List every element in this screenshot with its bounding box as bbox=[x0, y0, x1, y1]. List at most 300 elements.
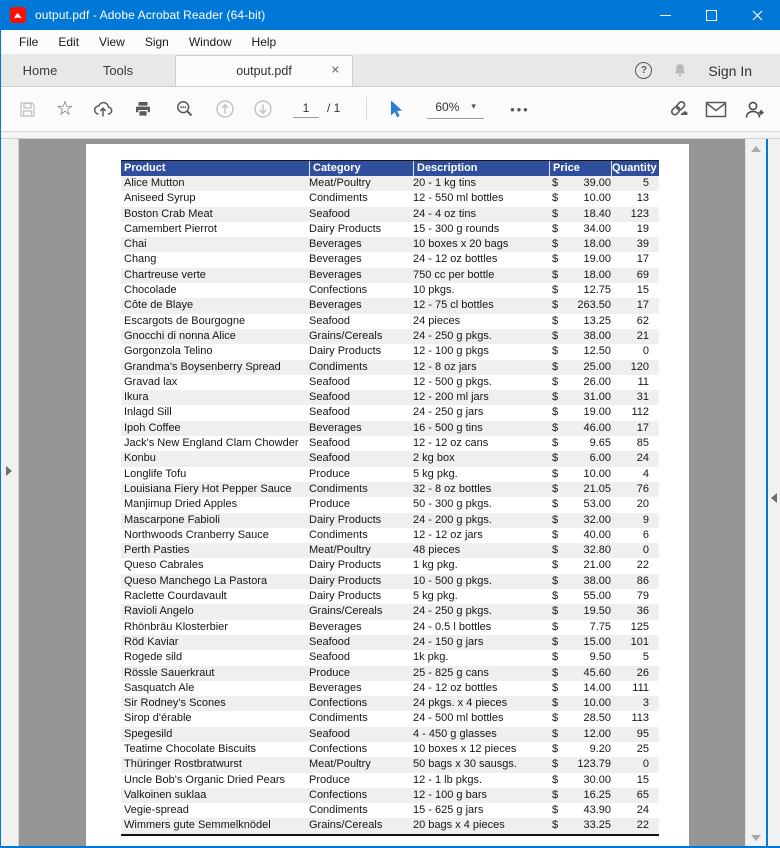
quantity-cell: 86 bbox=[636, 574, 649, 587]
category-cell: Produce bbox=[309, 467, 350, 480]
quantity-cell: 0 bbox=[642, 758, 649, 771]
currency-cell: $ bbox=[552, 804, 559, 817]
currency-cell: $ bbox=[552, 437, 559, 450]
price-cell: 31.00 bbox=[583, 391, 611, 404]
category-cell: Condiments bbox=[309, 804, 368, 817]
quantity-cell: 17 bbox=[636, 421, 649, 434]
quantity-cell: 24 bbox=[636, 804, 649, 817]
price-cell: 6.00 bbox=[589, 452, 611, 465]
table-row bbox=[121, 818, 659, 833]
description-cell: 12 - 1 lb pkgs. bbox=[413, 773, 483, 786]
currency-cell: $ bbox=[552, 253, 559, 266]
quantity-cell: 95 bbox=[636, 727, 649, 740]
header-category: Category bbox=[309, 161, 413, 176]
table-row bbox=[121, 650, 659, 665]
table-row bbox=[121, 390, 659, 405]
menu-item-sign[interactable]: Sign bbox=[144, 35, 169, 49]
close-button[interactable] bbox=[734, 0, 780, 30]
table-row bbox=[121, 329, 659, 344]
category-cell: Beverages bbox=[309, 681, 362, 694]
category-cell: Confections bbox=[309, 697, 368, 710]
product-cell: Gnocchi di nonna Alice bbox=[124, 329, 236, 342]
price-cell: 21.05 bbox=[583, 482, 611, 495]
toolbar-right-group bbox=[666, 97, 768, 121]
category-cell: Condiments bbox=[309, 482, 368, 495]
product-cell: Vegie-spread bbox=[124, 804, 189, 817]
product-cell: Manjimup Dried Apples bbox=[124, 498, 238, 511]
currency-cell: $ bbox=[552, 666, 559, 679]
currency-cell: $ bbox=[552, 819, 559, 832]
table-row bbox=[121, 696, 659, 711]
product-cell: Röd Kaviar bbox=[124, 635, 179, 648]
header-product: Product bbox=[124, 162, 166, 174]
product-cell: Wimmers gute Semmelknödel bbox=[124, 819, 271, 832]
table-row bbox=[121, 405, 659, 420]
description-cell: 10 - 500 g pkgs. bbox=[413, 574, 492, 587]
category-cell: Beverages bbox=[309, 299, 362, 312]
table-row bbox=[121, 207, 659, 222]
description-cell: 12 - 12 oz jars bbox=[413, 528, 483, 541]
category-cell: Dairy Products bbox=[309, 559, 382, 572]
tab-home[interactable]: Home bbox=[22, 63, 58, 78]
navigation-pane-collapsed[interactable] bbox=[1, 139, 19, 848]
price-cell: 53.00 bbox=[583, 498, 611, 511]
price-cell: 40.00 bbox=[583, 528, 611, 541]
product-cell: Northwoods Cranberry Sauce bbox=[124, 528, 269, 541]
select-tool-icon[interactable] bbox=[383, 97, 407, 121]
currency-cell: $ bbox=[552, 268, 559, 281]
menu-item-window[interactable]: Window bbox=[188, 35, 232, 49]
menu-item-file[interactable]: File bbox=[19, 35, 39, 49]
table-row bbox=[121, 773, 659, 788]
product-cell: Alice Mutton bbox=[124, 177, 185, 189]
product-cell: Mascarpone Fabioli bbox=[124, 513, 220, 526]
product-cell: Queso Cabrales bbox=[124, 559, 204, 572]
menu-item-edit[interactable]: Edit bbox=[58, 35, 80, 49]
category-cell: Beverages bbox=[309, 421, 362, 434]
category-cell: Meat/Poultry bbox=[309, 177, 371, 189]
description-cell: 2 kg box bbox=[413, 452, 455, 465]
currency-cell: $ bbox=[552, 498, 559, 511]
product-cell: Rössle Sauerkraut bbox=[124, 666, 215, 679]
description-cell: 10 boxes x 20 bags bbox=[413, 238, 509, 251]
vertical-scrollbar[interactable] bbox=[745, 139, 767, 848]
expand-left-pane-icon[interactable] bbox=[6, 466, 12, 476]
close-icon bbox=[752, 10, 763, 21]
currency-cell: $ bbox=[552, 651, 559, 664]
print-icon[interactable] bbox=[131, 97, 155, 121]
description-cell: 24 - 250 g pkgs. bbox=[413, 605, 492, 618]
currency-cell: $ bbox=[552, 605, 559, 618]
quantity-cell: 0 bbox=[642, 345, 649, 358]
maximize-button[interactable] bbox=[688, 0, 734, 30]
description-cell: 24 - 500 ml bottles bbox=[413, 712, 504, 725]
tab-close-icon[interactable]: ✕ bbox=[330, 64, 340, 77]
description-cell: 5 kg pkg. bbox=[413, 590, 458, 603]
price-cell: 19.00 bbox=[583, 253, 611, 266]
cloud-upload-icon[interactable] bbox=[91, 97, 115, 121]
price-cell: 39.00 bbox=[583, 177, 611, 189]
quantity-cell: 5 bbox=[642, 651, 649, 664]
description-cell: 5 kg pkg. bbox=[413, 467, 458, 480]
find-icon[interactable] bbox=[173, 97, 197, 121]
price-cell: 18.40 bbox=[583, 207, 611, 220]
product-cell: Grandma's Boysenberry Spread bbox=[124, 360, 281, 373]
table-row bbox=[121, 558, 659, 573]
zoom-level-dropdown[interactable] bbox=[427, 100, 484, 119]
quantity-cell: 112 bbox=[631, 406, 649, 419]
expand-right-pane-icon[interactable] bbox=[771, 493, 777, 503]
description-cell: 24 - 0.5 l bottles bbox=[413, 620, 492, 633]
product-cell: Spegesild bbox=[124, 727, 173, 740]
category-cell: Confections bbox=[309, 788, 368, 801]
notifications-bell-icon[interactable] bbox=[672, 62, 688, 79]
product-cell: Chang bbox=[124, 253, 157, 266]
description-cell: 750 cc per bottle bbox=[413, 268, 495, 281]
scroll-up-icon[interactable] bbox=[751, 146, 761, 152]
product-cell: Camembert Pierrot bbox=[124, 222, 217, 235]
product-cell: Sirop d'érable bbox=[124, 712, 192, 725]
price-cell: 30.00 bbox=[583, 773, 611, 786]
category-cell: Confections bbox=[309, 284, 368, 297]
quantity-cell: 22 bbox=[636, 819, 649, 832]
quantity-cell: 85 bbox=[636, 437, 649, 450]
description-cell: 25 - 825 g cans bbox=[413, 666, 489, 679]
table-row bbox=[121, 513, 659, 528]
currency-cell: $ bbox=[552, 574, 559, 587]
quantity-cell: 15 bbox=[636, 284, 649, 297]
table-row bbox=[121, 451, 659, 466]
description-cell: 12 - 75 cl bottles bbox=[413, 299, 494, 312]
document-top-strip bbox=[1, 132, 780, 139]
pdf-page bbox=[86, 144, 689, 848]
currency-cell: $ bbox=[552, 467, 559, 480]
maximize-icon bbox=[706, 10, 717, 21]
category-cell: Beverages bbox=[309, 238, 362, 251]
description-cell: 24 - 150 g jars bbox=[413, 635, 484, 648]
table-row bbox=[121, 742, 659, 757]
currency-cell: $ bbox=[552, 482, 559, 495]
send-email-icon[interactable] bbox=[704, 97, 728, 121]
currency-cell: $ bbox=[552, 727, 559, 740]
table-row bbox=[121, 252, 659, 267]
category-cell: Condiments bbox=[309, 360, 368, 373]
table-row bbox=[121, 268, 659, 283]
quantity-cell: 17 bbox=[636, 253, 649, 266]
currency-cell: $ bbox=[552, 345, 559, 358]
description-cell: 12 - 100 g bars bbox=[413, 788, 487, 801]
category-cell: Produce bbox=[309, 498, 350, 511]
table-row bbox=[121, 283, 659, 298]
category-cell: Condiments bbox=[309, 528, 368, 541]
table-row bbox=[121, 375, 659, 390]
table-row bbox=[121, 314, 659, 329]
table-row bbox=[121, 711, 659, 726]
product-cell: Teatime Chocolate Biscuits bbox=[124, 742, 257, 755]
price-cell: 32.80 bbox=[583, 544, 611, 557]
product-cell: Inlagd Sill bbox=[124, 406, 172, 419]
zoom-level-value: 60% bbox=[435, 99, 460, 114]
minimize-button[interactable] bbox=[642, 0, 688, 30]
product-cell: Gravad lax bbox=[124, 375, 178, 388]
page-navigation bbox=[293, 101, 340, 118]
category-cell: Confections bbox=[309, 742, 368, 755]
price-cell: 9.65 bbox=[589, 437, 611, 450]
product-cell: Raclette Courdavault bbox=[124, 590, 227, 603]
price-cell: 9.20 bbox=[589, 742, 611, 755]
table-row bbox=[121, 436, 659, 451]
currency-cell: $ bbox=[552, 773, 559, 786]
quantity-cell: 20 bbox=[636, 498, 649, 511]
tab-document-active[interactable] bbox=[175, 55, 353, 86]
quantity-cell: 125 bbox=[630, 620, 649, 633]
product-cell: Escargots de Bourgogne bbox=[124, 314, 246, 327]
price-cell: 12.50 bbox=[583, 345, 611, 358]
menu-item-view[interactable]: View bbox=[99, 35, 125, 49]
menu-item-help[interactable]: Help bbox=[251, 35, 277, 49]
category-cell: Seafood bbox=[309, 375, 350, 388]
table-row bbox=[121, 237, 659, 252]
acrobat-logo-icon bbox=[10, 7, 26, 23]
product-cell: Louisiana Fiery Hot Pepper Sauce bbox=[124, 482, 292, 495]
window-title: output.pdf - Adobe Acrobat Reader (64-bit) bbox=[35, 8, 266, 22]
table-row bbox=[121, 635, 659, 650]
category-cell: Dairy Products bbox=[309, 345, 382, 358]
category-cell: Seafood bbox=[309, 314, 350, 327]
product-cell: Ravioli Angelo bbox=[124, 605, 194, 618]
star-favorites-icon[interactable]: ☆ bbox=[56, 98, 74, 120]
quantity-cell: 69 bbox=[636, 268, 649, 281]
table-row bbox=[121, 574, 659, 589]
price-cell: 7.75 bbox=[589, 620, 611, 633]
description-cell: 24 - 4 oz tins bbox=[413, 207, 476, 220]
category-cell: Seafood bbox=[309, 437, 350, 450]
quantity-cell: 22 bbox=[636, 559, 649, 572]
sign-in-button[interactable]: Sign In bbox=[708, 62, 752, 79]
table-row bbox=[121, 176, 659, 191]
category-cell: Seafood bbox=[309, 727, 350, 740]
page-number-input[interactable]: 1 bbox=[293, 101, 319, 118]
page-total-label: / 1 bbox=[327, 100, 341, 115]
price-cell: 14.00 bbox=[583, 681, 611, 694]
price-cell: 45.60 bbox=[583, 666, 611, 679]
price-cell: 9.50 bbox=[589, 651, 611, 664]
currency-cell: $ bbox=[552, 712, 559, 725]
category-cell: Beverages bbox=[309, 253, 362, 266]
description-cell: 48 pieces bbox=[413, 544, 461, 557]
currency-cell: $ bbox=[552, 391, 559, 404]
category-cell: Meat/Poultry bbox=[309, 544, 371, 557]
quantity-cell: 13 bbox=[636, 192, 649, 205]
category-cell: Beverages bbox=[309, 268, 362, 281]
price-cell: 38.00 bbox=[583, 574, 611, 587]
table-row bbox=[121, 298, 659, 313]
description-cell: 12 - 12 oz cans bbox=[413, 437, 489, 450]
description-cell: 12 - 100 g pkgs bbox=[413, 345, 489, 358]
product-cell: Gorgonzola Telino bbox=[124, 345, 213, 358]
product-cell: Perth Pasties bbox=[124, 544, 190, 557]
previous-page-icon[interactable] bbox=[213, 97, 237, 121]
currency-cell: $ bbox=[552, 207, 559, 220]
quantity-cell: 25 bbox=[636, 742, 649, 755]
price-cell: 12.75 bbox=[583, 284, 611, 297]
category-cell: Dairy Products bbox=[309, 574, 382, 587]
quantity-cell: 26 bbox=[636, 666, 649, 679]
product-cell: Rhönbräu Klosterbier bbox=[124, 620, 228, 633]
window-controls bbox=[642, 0, 780, 30]
category-cell: Condiments bbox=[309, 192, 368, 205]
main-toolbar bbox=[1, 87, 780, 132]
description-cell: 12 - 200 ml jars bbox=[413, 391, 489, 404]
category-cell: Grains/Cereals bbox=[309, 819, 383, 832]
product-cell: Thüringer Rostbratwurst bbox=[124, 758, 242, 771]
table-row bbox=[121, 222, 659, 237]
price-cell: 19.00 bbox=[583, 406, 611, 419]
quantity-cell: 0 bbox=[642, 544, 649, 557]
table-row bbox=[121, 191, 659, 206]
document-area bbox=[1, 139, 780, 848]
save-icon[interactable] bbox=[15, 97, 39, 121]
price-cell: 15.00 bbox=[583, 635, 611, 648]
add-account-icon[interactable] bbox=[742, 97, 766, 121]
next-page-icon[interactable] bbox=[251, 97, 275, 121]
price-cell: 10.00 bbox=[583, 467, 611, 480]
product-cell: Côte de Blaye bbox=[124, 299, 194, 312]
currency-cell: $ bbox=[552, 238, 559, 251]
category-cell: Dairy Products bbox=[309, 513, 382, 526]
product-cell: Sasquatch Ale bbox=[124, 681, 195, 694]
product-cell: Rogede sild bbox=[124, 651, 183, 664]
currency-cell: $ bbox=[552, 544, 559, 557]
quantity-cell: 19 bbox=[636, 222, 649, 235]
table-row bbox=[121, 482, 659, 497]
table-row bbox=[121, 604, 659, 619]
currency-cell: $ bbox=[552, 788, 559, 801]
table-row bbox=[121, 528, 659, 543]
currency-cell: $ bbox=[552, 299, 559, 312]
product-table bbox=[121, 160, 659, 836]
currency-cell: $ bbox=[552, 635, 559, 648]
category-cell: Dairy Products bbox=[309, 590, 382, 603]
product-cell: Uncle Bob's Organic Dried Pears bbox=[124, 773, 286, 786]
description-cell: 32 - 8 oz bottles bbox=[413, 482, 492, 495]
tab-tools[interactable]: Tools bbox=[102, 63, 134, 78]
price-cell: 16.25 bbox=[583, 788, 611, 801]
quantity-cell: 120 bbox=[630, 360, 649, 373]
quantity-cell: 17 bbox=[636, 299, 649, 312]
help-icon[interactable]: ? bbox=[635, 62, 652, 79]
quantity-cell: 65 bbox=[636, 788, 649, 801]
description-cell: 15 - 625 g jars bbox=[413, 804, 484, 817]
table-row bbox=[121, 620, 659, 635]
currency-cell: $ bbox=[552, 758, 559, 771]
product-cell: Ikura bbox=[124, 391, 149, 404]
currency-cell: $ bbox=[552, 528, 559, 541]
tab-document-label: output.pdf bbox=[236, 64, 292, 78]
scroll-down-icon[interactable] bbox=[751, 835, 761, 841]
tab-bar bbox=[1, 55, 780, 87]
quantity-cell: 76 bbox=[636, 482, 649, 495]
tools-pane-collapsed[interactable] bbox=[768, 139, 780, 848]
table-row bbox=[121, 497, 659, 512]
header-description: Description bbox=[413, 161, 549, 176]
product-cell: Chocolade bbox=[124, 284, 177, 297]
description-cell: 1k pkg. bbox=[413, 651, 449, 664]
more-tools-icon[interactable]: ••• bbox=[510, 101, 530, 117]
price-cell: 32.00 bbox=[583, 513, 611, 526]
table-row bbox=[121, 344, 659, 359]
table-row bbox=[121, 666, 659, 681]
description-cell: 10 boxes x 12 pieces bbox=[413, 742, 517, 755]
quantity-cell: 39 bbox=[636, 238, 649, 251]
category-cell: Seafood bbox=[309, 391, 350, 404]
quantity-cell: 5 bbox=[642, 177, 649, 189]
quantity-cell: 123 bbox=[630, 207, 649, 220]
price-cell: 21.00 bbox=[583, 559, 611, 572]
table-row bbox=[121, 360, 659, 375]
description-cell: 12 - 500 g pkgs. bbox=[413, 375, 492, 388]
currency-cell: $ bbox=[552, 375, 559, 388]
quantity-cell: 4 bbox=[642, 467, 649, 480]
currency-cell: $ bbox=[552, 452, 559, 465]
quantity-cell: 15 bbox=[636, 773, 649, 786]
product-cell: Sir Rodney's Scones bbox=[124, 697, 226, 710]
description-cell: 10 pkgs. bbox=[413, 284, 455, 297]
description-cell: 24 - 250 g jars bbox=[413, 406, 484, 419]
price-cell: 19.50 bbox=[583, 605, 611, 618]
quantity-cell: 6 bbox=[642, 528, 649, 541]
description-cell: 20 - 1 kg tins bbox=[413, 177, 476, 189]
price-cell: 46.00 bbox=[583, 421, 611, 434]
description-cell: 24 pieces bbox=[413, 314, 461, 327]
description-cell: 12 - 8 oz jars bbox=[413, 360, 477, 373]
quantity-cell: 24 bbox=[636, 452, 649, 465]
table-row bbox=[121, 788, 659, 803]
category-cell: Condiments bbox=[309, 712, 368, 725]
product-table-body bbox=[121, 176, 659, 836]
currency-cell: $ bbox=[552, 421, 559, 434]
minimize-icon bbox=[660, 15, 671, 16]
currency-cell: $ bbox=[552, 681, 559, 694]
category-cell: Meat/Poultry bbox=[309, 758, 371, 771]
quantity-cell: 36 bbox=[636, 605, 649, 618]
price-cell: 38.00 bbox=[583, 329, 611, 342]
currency-cell: $ bbox=[552, 513, 559, 526]
price-cell: 10.00 bbox=[583, 697, 611, 710]
chevron-down-icon: ▾ bbox=[471, 101, 476, 111]
price-cell: 26.00 bbox=[583, 375, 611, 388]
currency-cell: $ bbox=[552, 697, 559, 710]
description-cell: 24 - 200 g pkgs. bbox=[413, 513, 492, 526]
price-cell: 12.00 bbox=[583, 727, 611, 740]
product-cell: Konbu bbox=[124, 452, 156, 465]
currency-cell: $ bbox=[552, 742, 559, 755]
category-cell: Seafood bbox=[309, 406, 350, 419]
table-row bbox=[121, 803, 659, 818]
product-cell: Valkoinen suklaa bbox=[124, 788, 207, 801]
price-cell: 18.00 bbox=[583, 268, 611, 281]
product-cell: Chai bbox=[124, 238, 147, 251]
share-link-icon[interactable] bbox=[666, 97, 690, 121]
description-cell: 24 - 12 oz bottles bbox=[413, 253, 498, 266]
product-cell: Longlife Tofu bbox=[124, 467, 187, 480]
quantity-cell: 101 bbox=[630, 635, 649, 648]
currency-cell: $ bbox=[552, 590, 559, 603]
currency-cell: $ bbox=[552, 314, 559, 327]
table-row bbox=[121, 589, 659, 604]
title-bar bbox=[1, 0, 780, 30]
description-cell: 1 kg pkg. bbox=[413, 559, 458, 572]
